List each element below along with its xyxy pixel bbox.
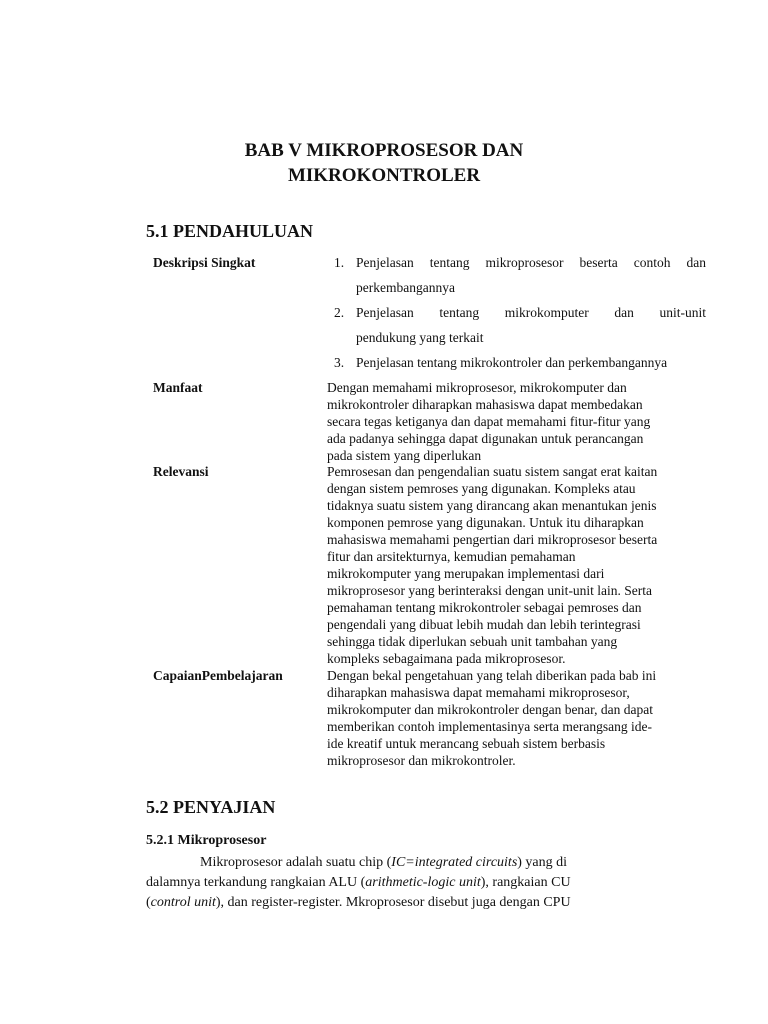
text-line: memberikan contoh implementasinya serta merangsang ide- bbox=[327, 719, 653, 734]
list-item-text: Penjelasan tentang mikrokomputer dan unit-unit bbox=[356, 305, 706, 320]
list-item-text: Penjelasan tentang mikroprosesor beserta contoh dan bbox=[356, 255, 706, 270]
section-heading-penyajian: 5.2 PENYAJIAN bbox=[146, 797, 276, 817]
list-item-number: 2. bbox=[334, 305, 345, 320]
text-line: secara tegas ketiganya dan dapat memahami fitur-fitur yang bbox=[327, 414, 651, 429]
text-line: dengan sistem pemroses yang digunakan. Kompleks atau bbox=[327, 481, 636, 496]
subsection-heading-mikroprosesor: 5.2.1 Mikroprosesor bbox=[146, 833, 267, 848]
text-run: ) yang di bbox=[517, 855, 568, 870]
italic-term: arithmetic-logic unit bbox=[365, 875, 481, 890]
label-relevansi: Relevansi bbox=[153, 464, 209, 479]
list-item-text: perkembangannya bbox=[356, 280, 455, 295]
list-item-number: 1. bbox=[334, 255, 345, 270]
text-line: mikrokontroler diharapkan mahasiswa dapat membedakan bbox=[327, 397, 643, 412]
body-paragraph bbox=[146, 853, 626, 913]
list-item bbox=[334, 250, 706, 275]
text-line: ada padanya sehingga dapat digunakan untuk perancangan bbox=[327, 431, 644, 446]
text-line: Dengan bekal pengetahuan yang telah diberikan pada bab ini bbox=[327, 668, 657, 683]
capaian-text bbox=[327, 667, 709, 769]
text-line: mahasiswa memahami pengertian dari mikroprosesor beserta bbox=[327, 532, 658, 547]
text-run: ), dan register-register. Mkroprosesor disebut juga dengan CPU bbox=[215, 895, 571, 910]
text-run: dalamnya terkandung rangkaian ALU ( bbox=[146, 875, 366, 890]
list-item bbox=[334, 350, 706, 375]
label-manfaat: Manfaat bbox=[153, 380, 203, 395]
text-line: Dengan memahami mikroprosesor, mikrokomputer dan bbox=[327, 380, 627, 395]
chapter-title-line-2: MIKROKONTROLER bbox=[287, 165, 481, 186]
text-line: mikroprosesor dan mikrokontroler. bbox=[327, 753, 516, 768]
label-deskripsi-singkat: Deskripsi Singkat bbox=[153, 255, 256, 270]
text-line: Pemrosesan dan pengendalian suatu sistem sangat erat kaitan bbox=[327, 464, 658, 479]
paragraph-line bbox=[146, 873, 626, 893]
text-line: mikroprosesor yang berinteraksi dengan unit-unit lain. Serta bbox=[327, 583, 653, 598]
text-line: ide kreatif untuk merancang sebuah sistem berbasis bbox=[327, 736, 606, 751]
text-line: pengendali yang dibuat lebih mudah dan lebih terintegrasi bbox=[327, 617, 641, 632]
text-line: tidaknya suatu sistem yang dirancang akan menantukan jenis bbox=[327, 498, 657, 513]
manfaat-text bbox=[327, 379, 709, 464]
chapter-title bbox=[0, 138, 768, 188]
list-item-text: Penjelasan tentang mikrokontroler dan perkembangannya bbox=[356, 355, 668, 370]
list-item-continuation bbox=[334, 325, 706, 350]
text-line: pemahaman tentang mikrokontroler sebagai pemroses dan bbox=[327, 600, 642, 615]
text-line: komponen pemrose yang digunakan. Untuk itu diharapkan bbox=[327, 515, 644, 530]
text-run: ( bbox=[146, 895, 151, 910]
list-item-number: 3. bbox=[334, 355, 345, 370]
deskripsi-list bbox=[334, 250, 706, 375]
chapter-title-line-1: BAB V MIKROPROSESOR DAN bbox=[244, 140, 524, 161]
text-line: mikrokomputer yang merupakan implementasi dari bbox=[327, 566, 605, 581]
text-line: sehingga tidak diperlukan sebuah unit tambahan yang bbox=[327, 634, 618, 649]
list-item bbox=[334, 300, 706, 325]
relevansi-text bbox=[327, 463, 709, 667]
text-line: kompleks sebagaimana pada mikroprosesor. bbox=[327, 651, 566, 666]
text-line: diharapkan mahasiswa dapat memahami mikroprosesor, bbox=[327, 685, 630, 700]
label-capaian-pembelajaran: CapaianPembelajaran bbox=[153, 668, 283, 683]
section-heading-pendahuluan: 5.1 PENDAHULUAN bbox=[146, 221, 314, 241]
text-line: mikrokomputer dan mikrokontroler dengan benar, dan dapat bbox=[327, 702, 653, 717]
list-item-continuation bbox=[334, 275, 706, 300]
text-line: pada sistem yang diperlukan bbox=[327, 448, 482, 463]
text-run: Mikroprosesor adalah suatu chip ( bbox=[200, 855, 392, 870]
paragraph-line bbox=[146, 853, 626, 873]
list-item-text: pendukung yang terkait bbox=[356, 330, 484, 345]
text-line: fitur dan arsitekturnya, kemudian pemahaman bbox=[327, 549, 576, 564]
italic-term: IC=integrated circuits bbox=[391, 855, 518, 870]
text-run: ), rangkaian CU bbox=[480, 875, 571, 890]
paragraph-line bbox=[146, 893, 626, 913]
italic-term: control unit bbox=[150, 895, 216, 910]
